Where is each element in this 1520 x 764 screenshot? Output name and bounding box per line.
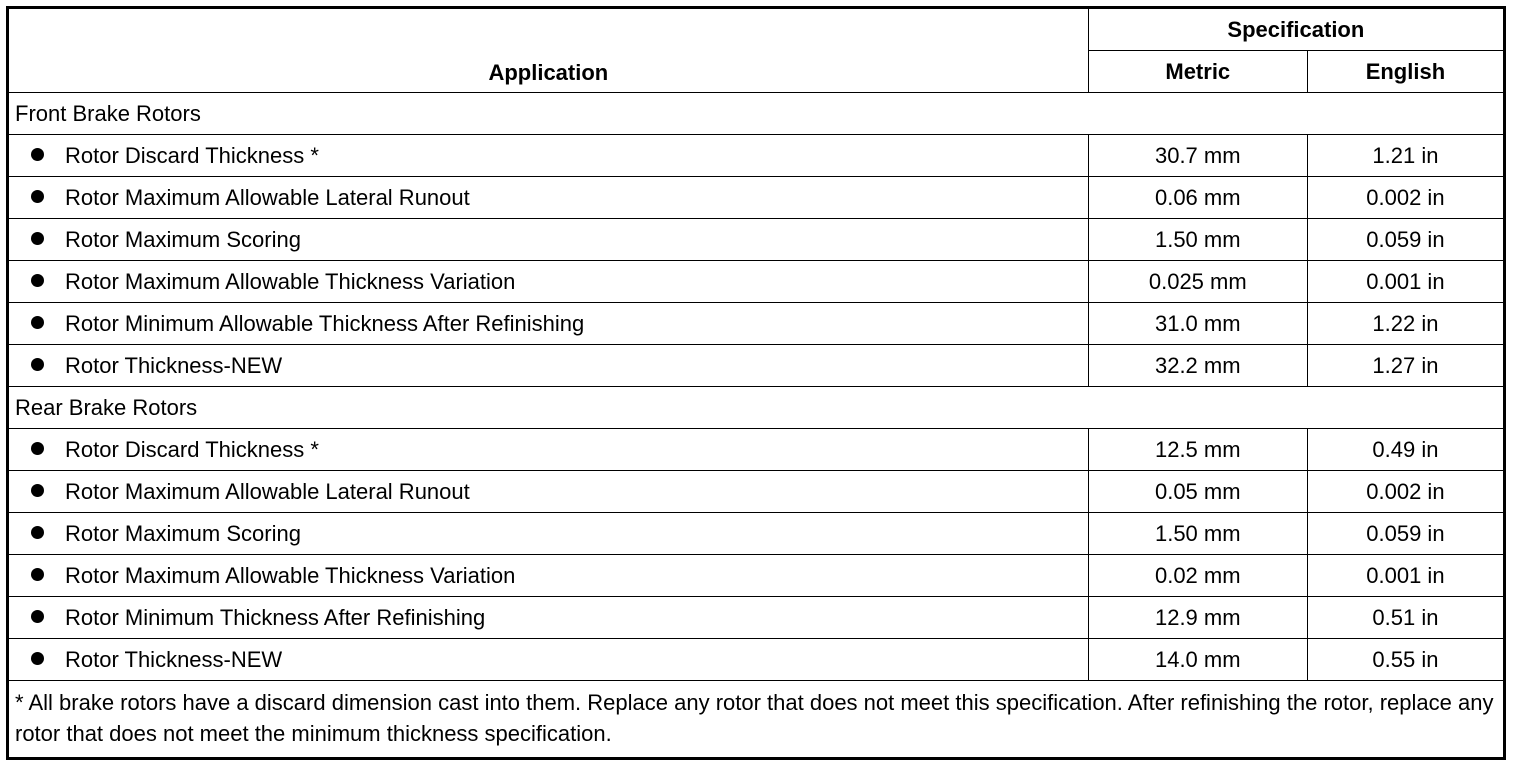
table-row <box>8 177 1505 219</box>
english-value: 0.55 in <box>1307 639 1504 681</box>
footnote-text: * All brake rotors have a discard dimension cast into them. Replace any rotor that does not meet this specification. After refinishing the rotor, replace any rotor that does not meet the minimum thickness specification. <box>8 681 1505 759</box>
row-label: Rotor Thickness-NEW <box>65 352 283 378</box>
table-row <box>8 555 1505 597</box>
english-value: 0.51 in <box>1307 597 1504 639</box>
english-value: 0.001 in <box>1307 555 1504 597</box>
metric-value: 0.02 mm <box>1088 555 1307 597</box>
row-label: Rotor Maximum Scoring <box>65 520 301 546</box>
bullet-icon <box>31 568 44 581</box>
section-row <box>8 93 1505 135</box>
bullet-icon <box>31 148 44 161</box>
row-label: Rotor Discard Thickness * <box>65 142 319 168</box>
row-label: Rotor Minimum Allowable Thickness After Refinishing <box>65 310 585 336</box>
table-row <box>8 471 1505 513</box>
metric-value: 0.06 mm <box>1088 177 1307 219</box>
table-row <box>8 219 1505 261</box>
row-label: Rotor Discard Thickness * <box>65 436 319 462</box>
english-value: 0.001 in <box>1307 261 1504 303</box>
english-value: 0.002 in <box>1307 471 1504 513</box>
bullet-icon <box>31 358 44 371</box>
application-header: Application <box>8 8 1089 93</box>
metric-value: 30.7 mm <box>1088 135 1307 177</box>
metric-value: 14.0 mm <box>1088 639 1307 681</box>
metric-header: Metric <box>1088 51 1307 93</box>
row-label: Rotor Thickness-NEW <box>65 646 283 672</box>
table-row <box>8 639 1505 681</box>
row-label: Rotor Maximum Allowable Thickness Variation <box>65 268 516 294</box>
metric-value: 31.0 mm <box>1088 303 1307 345</box>
brake-rotor-spec-table <box>6 6 1506 760</box>
english-value: 1.22 in <box>1307 303 1504 345</box>
english-value: 0.059 in <box>1307 219 1504 261</box>
table-row <box>8 345 1505 387</box>
english-header: English <box>1307 51 1504 93</box>
bullet-icon <box>31 274 44 287</box>
english-value: 1.21 in <box>1307 135 1504 177</box>
bullet-icon <box>31 652 44 665</box>
metric-value: 1.50 mm <box>1088 219 1307 261</box>
section-title-rear: Rear Brake Rotors <box>8 387 1505 429</box>
metric-value: 1.50 mm <box>1088 513 1307 555</box>
metric-value: 12.9 mm <box>1088 597 1307 639</box>
row-label: Rotor Maximum Allowable Lateral Runout <box>65 478 470 504</box>
footnote-row <box>8 681 1505 759</box>
bullet-icon <box>31 232 44 245</box>
table-row <box>8 429 1505 471</box>
table-row <box>8 261 1505 303</box>
row-label: Rotor Maximum Allowable Thickness Variation <box>65 562 516 588</box>
table-row <box>8 513 1505 555</box>
english-value: 0.002 in <box>1307 177 1504 219</box>
specification-header: Specification <box>1088 8 1504 51</box>
bullet-icon <box>31 190 44 203</box>
bullet-icon <box>31 442 44 455</box>
metric-value: 0.05 mm <box>1088 471 1307 513</box>
metric-value: 0.025 mm <box>1088 261 1307 303</box>
bullet-icon <box>31 610 44 623</box>
row-label: Rotor Maximum Scoring <box>65 226 301 252</box>
table-row <box>8 597 1505 639</box>
bullet-icon <box>31 316 44 329</box>
metric-value: 32.2 mm <box>1088 345 1307 387</box>
bullet-icon <box>31 484 44 497</box>
english-value: 0.059 in <box>1307 513 1504 555</box>
english-value: 0.49 in <box>1307 429 1504 471</box>
section-row <box>8 387 1505 429</box>
bullet-icon <box>31 526 44 539</box>
table-row <box>8 135 1505 177</box>
metric-value: 12.5 mm <box>1088 429 1307 471</box>
english-value: 1.27 in <box>1307 345 1504 387</box>
section-title-front: Front Brake Rotors <box>8 93 1505 135</box>
row-label: Rotor Maximum Allowable Lateral Runout <box>65 184 470 210</box>
row-label: Rotor Minimum Thickness After Refinishing <box>65 604 486 630</box>
table-row <box>8 303 1505 345</box>
